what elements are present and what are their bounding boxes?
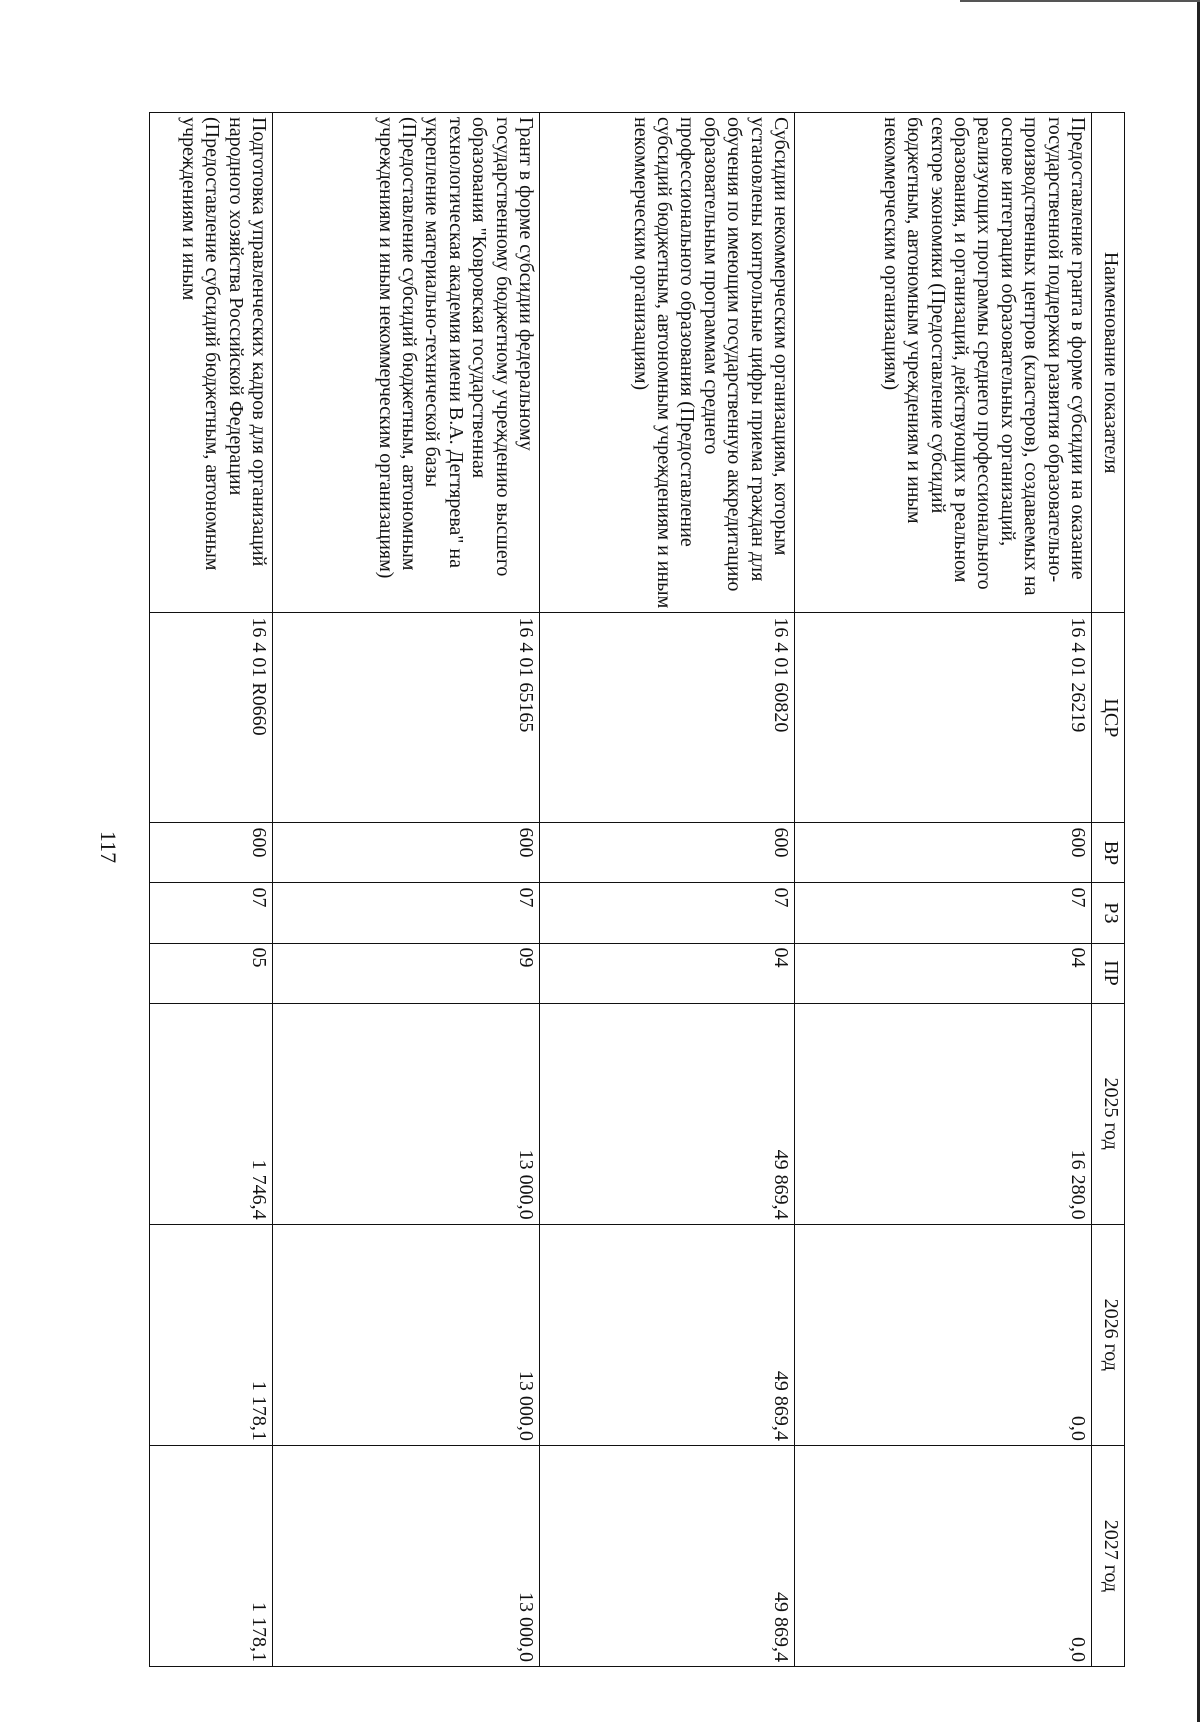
cell-vr: 600 — [795, 823, 1092, 883]
cell-2025: 13 000,0 — [273, 1003, 540, 1224]
table-row — [150, 113, 273, 1667]
cell-csr: 16 4 01 R0660 — [150, 613, 273, 823]
page-number: 117 — [96, 830, 121, 864]
cell-2027: 49 869,4 — [540, 1445, 795, 1666]
header-vr: ВР — [1092, 823, 1125, 883]
cell-name: Предоставление гранта в форме субсидии на оказание государственной поддержки развития образовательно-производственных центров (кластеров), создаваемых на основе интеграции образовательных организаций, реализующих программы среднего профессионального образования, и организаций, действующих в реальном секторе экономики (Предоставление субсидий бюджетным, автономным учреждениям и иным некоммерческим организациям) — [795, 113, 1092, 613]
cell-2025: 49 869,4 — [540, 1003, 795, 1224]
cell-vr: 600 — [540, 823, 795, 883]
cell-pr: 04 — [795, 943, 1092, 1003]
header-2025: 2025 год — [1092, 1003, 1125, 1224]
cell-csr: 16 4 01 65165 — [273, 613, 540, 823]
header-csr: ЦСР — [1092, 613, 1125, 823]
cell-pr: 04 — [540, 943, 795, 1003]
cell-csr: 16 4 01 60820 — [540, 613, 795, 823]
cell-2026: 1 178,1 — [150, 1224, 273, 1445]
cell-name: Субсидии некоммерческим организациям, которым установлены контрольные цифры приема граждан для обучения по имеющим государственную аккредитацию образовательным программам среднего профессионального образования (Предоставление субсидий бюджетным, автономным учреждениям и иным некоммерческим организациям) — [540, 113, 795, 613]
cell-2026: 0,0 — [795, 1224, 1092, 1445]
cell-rz: 07 — [540, 883, 795, 943]
cell-2027: 13 000,0 — [273, 1445, 540, 1666]
budget-table — [149, 112, 1125, 1667]
cell-2025: 1 746,4 — [150, 1003, 273, 1224]
cell-name: Подготовка управленческих кадров для организаций народного хозяйства Российской Федерации (Предоставление субсидий бюджетным, автономным учреждениям и иным — [150, 113, 273, 613]
cell-csr: 16 4 01 26219 — [795, 613, 1092, 823]
cell-2025: 16 280,0 — [795, 1003, 1092, 1224]
header-rz: РЗ — [1092, 883, 1125, 943]
cell-vr: 600 — [273, 823, 540, 883]
cell-pr: 05 — [150, 943, 273, 1003]
header-pr: ПР — [1092, 943, 1125, 1003]
table-row — [795, 113, 1092, 1667]
cell-pr: 09 — [273, 943, 540, 1003]
scan-edge-top — [960, 0, 1200, 2]
table-header-row — [1092, 113, 1125, 1667]
cell-2027: 0,0 — [795, 1445, 1092, 1666]
header-name: Наименование показателя — [1092, 113, 1125, 613]
header-2026: 2026 год — [1092, 1224, 1125, 1445]
cell-vr: 600 — [150, 823, 273, 883]
cell-rz: 07 — [150, 883, 273, 943]
cell-2026: 49 869,4 — [540, 1224, 795, 1445]
cell-2026: 13 000,0 — [273, 1224, 540, 1445]
cell-rz: 07 — [273, 883, 540, 943]
cell-rz: 07 — [795, 883, 1092, 943]
table-row — [273, 113, 540, 1667]
cell-name: Грант в форме субсидии федеральному государственному бюджетному учреждению высшего образования "Ковровская государственная технологическая академия имени В.А. Дегтярева" на укрепление материально-технической базы (Предоставление субсидий бюджетным, автономным учреждениям и иным некоммерческим организациям) — [273, 113, 540, 613]
cell-2027: 1 178,1 — [150, 1445, 273, 1666]
table-row — [540, 113, 795, 1667]
header-2027: 2027 год — [1092, 1445, 1125, 1666]
rotated-table-container — [163, 112, 1125, 1667]
